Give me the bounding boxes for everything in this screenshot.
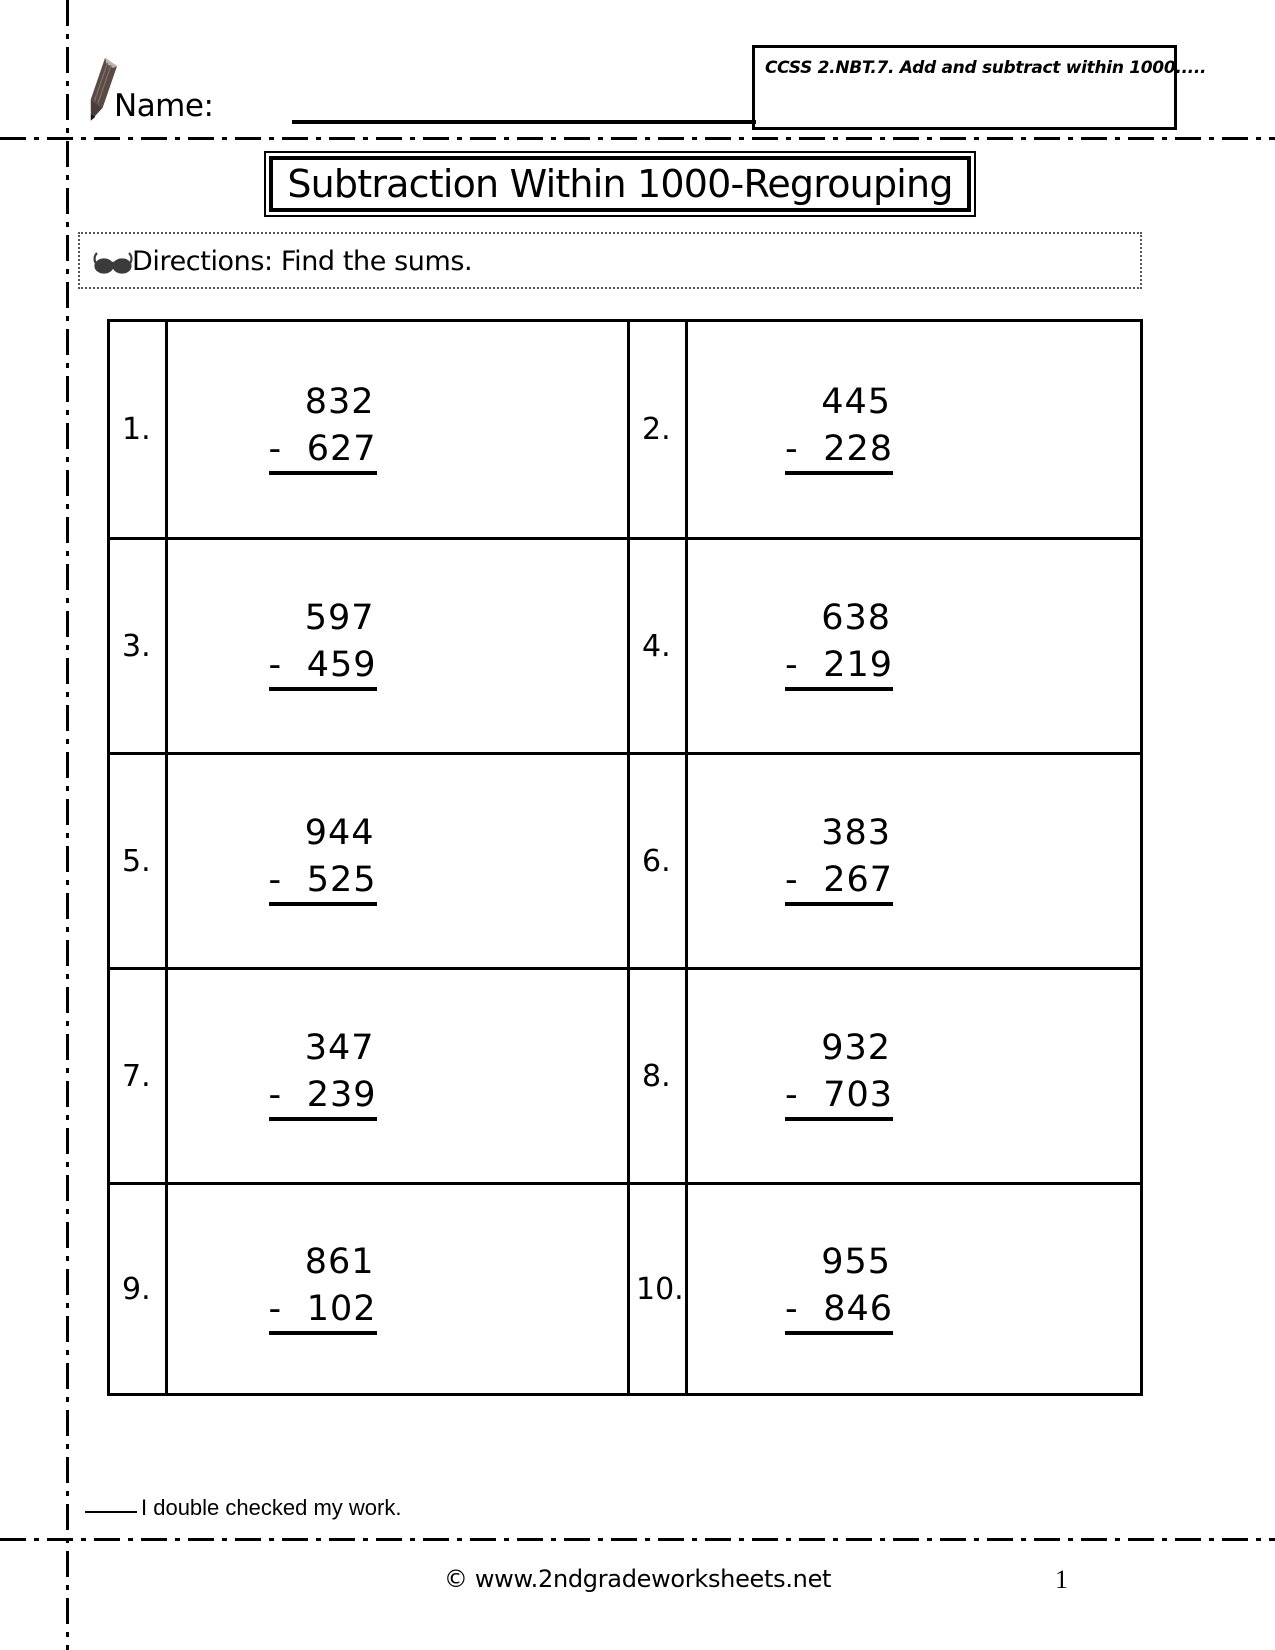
- ccss-standard-text: CCSS 2.NBT.7. Add and subtract within 1000.....: [765, 58, 1207, 78]
- subtraction-problem: [268, 598, 377, 691]
- subtrahend-row: [268, 645, 377, 691]
- minuend: 832: [304, 381, 375, 422]
- problem-number-cell: [110, 1185, 165, 1394]
- subtrahend: 228: [823, 428, 893, 469]
- subtrahend: 267: [823, 860, 893, 900]
- subtraction-problem: [268, 1028, 377, 1121]
- problems-table: [107, 319, 1143, 1396]
- subtrahend: 525: [306, 860, 377, 900]
- minuend: 861: [304, 1241, 375, 1282]
- subtrahend-row: [785, 1075, 893, 1121]
- worksheet-title-box: [264, 151, 976, 217]
- subtraction-problem: [785, 1241, 893, 1335]
- subtrahend-row: [268, 860, 377, 906]
- subtrahend: 239: [306, 1075, 377, 1115]
- subtrahend: 846: [823, 1288, 893, 1329]
- table-row: [110, 537, 1140, 752]
- operator-sign: -: [268, 1075, 282, 1115]
- operator-sign: -: [785, 860, 798, 900]
- subtrahend: 459: [306, 645, 377, 685]
- page-guide-line-left: [66, 0, 69, 1650]
- operator-sign: -: [268, 860, 282, 900]
- problem-number: 3.: [122, 628, 151, 664]
- problem-number: 5.: [122, 843, 151, 879]
- operator-sign: -: [268, 645, 282, 685]
- subtraction-problem: [785, 1028, 893, 1121]
- problem-work-cell[interactable]: [165, 322, 627, 537]
- problem-work-cell[interactable]: [165, 755, 627, 967]
- minuend: 347: [304, 1028, 375, 1068]
- problem-work-cell[interactable]: [165, 1185, 627, 1394]
- problem-number: 2.: [642, 412, 671, 447]
- subtraction-problem: [268, 1241, 377, 1335]
- problem-number-cell: [627, 970, 685, 1182]
- problem-work-cell[interactable]: [685, 322, 1140, 537]
- minuend: 445: [821, 381, 891, 422]
- subtraction-problem: [785, 813, 893, 906]
- name-input-rule[interactable]: [292, 120, 756, 124]
- table-row: [110, 967, 1140, 1182]
- worksheet-title-inner-border: [269, 156, 971, 212]
- operator-sign: -: [785, 1288, 798, 1329]
- problem-work-cell[interactable]: [685, 755, 1140, 967]
- subtrahend-row: [785, 1288, 893, 1335]
- problem-number-cell: [110, 540, 165, 752]
- problem-number: 8.: [642, 1058, 671, 1094]
- page-guide-line-bottom: [0, 1538, 1275, 1541]
- problem-work-cell[interactable]: [685, 1185, 1140, 1394]
- problem-work-cell[interactable]: [165, 970, 627, 1182]
- problem-number: 6.: [642, 843, 671, 879]
- problem-number-cell: [627, 1185, 685, 1394]
- minuend: 955: [821, 1241, 891, 1282]
- subtraction-problem: [785, 598, 893, 691]
- minuend: 944: [304, 813, 375, 853]
- subtraction-problem: [785, 381, 893, 475]
- subtraction-problem: [268, 813, 377, 906]
- double-check-label: I double checked my work.: [141, 1495, 402, 1520]
- page-title: Subtraction Within 1000-Regrouping: [287, 162, 953, 206]
- table-row: [110, 752, 1140, 967]
- subtrahend: 703: [823, 1075, 893, 1115]
- problem-number-cell: [110, 970, 165, 1182]
- subtrahend-row: [785, 860, 893, 906]
- directions-text: Directions: Find the sums.: [132, 246, 473, 277]
- problem-number-cell: [110, 755, 165, 967]
- page-guide-line-top: [0, 137, 1275, 140]
- double-check-blank[interactable]: [85, 1511, 137, 1513]
- minuend: 597: [304, 598, 375, 638]
- subtrahend-row: [785, 428, 893, 475]
- copyright-text: © www.2ndgradeworksheets.net: [443, 1565, 832, 1593]
- problem-number-cell: [110, 322, 165, 537]
- table-row: [110, 322, 1140, 537]
- operator-sign: -: [785, 1075, 798, 1115]
- subtrahend: 219: [823, 645, 893, 685]
- problem-number: 7.: [122, 1058, 151, 1094]
- problem-number-cell: [627, 755, 685, 967]
- subtrahend-row: [785, 645, 893, 691]
- name-row: [78, 52, 718, 132]
- minuend: 638: [821, 598, 891, 638]
- operator-sign: -: [268, 1288, 282, 1329]
- minuend: 383: [821, 813, 891, 853]
- ccss-standard-box: [752, 45, 1207, 130]
- subtrahend-row: [268, 1075, 377, 1121]
- minuend: 932: [821, 1028, 891, 1068]
- problem-number: 1.: [122, 412, 151, 447]
- glasses-icon: [92, 248, 134, 276]
- operator-sign: -: [268, 428, 282, 469]
- problem-work-cell[interactable]: [165, 540, 627, 752]
- operator-sign: -: [785, 645, 798, 685]
- problem-number-cell: [627, 540, 685, 752]
- page-number: 1: [1055, 1565, 1068, 1594]
- problem-number: 4.: [642, 628, 671, 664]
- problem-number: 9.: [122, 1272, 151, 1307]
- problem-work-cell[interactable]: [685, 970, 1140, 1182]
- subtrahend: 102: [306, 1288, 377, 1329]
- problem-number: 10.: [636, 1272, 684, 1307]
- double-check-line: [85, 1495, 401, 1521]
- directions-box: [78, 232, 1142, 289]
- table-row: [110, 1182, 1140, 1394]
- problem-work-cell[interactable]: [685, 540, 1140, 752]
- subtraction-problem: [268, 381, 377, 475]
- name-label: Name:: [114, 88, 214, 124]
- subtrahend-row: [268, 428, 377, 475]
- subtrahend-row: [268, 1288, 377, 1335]
- operator-sign: -: [785, 428, 798, 469]
- problem-number-cell: [627, 322, 685, 537]
- subtrahend: 627: [306, 428, 377, 469]
